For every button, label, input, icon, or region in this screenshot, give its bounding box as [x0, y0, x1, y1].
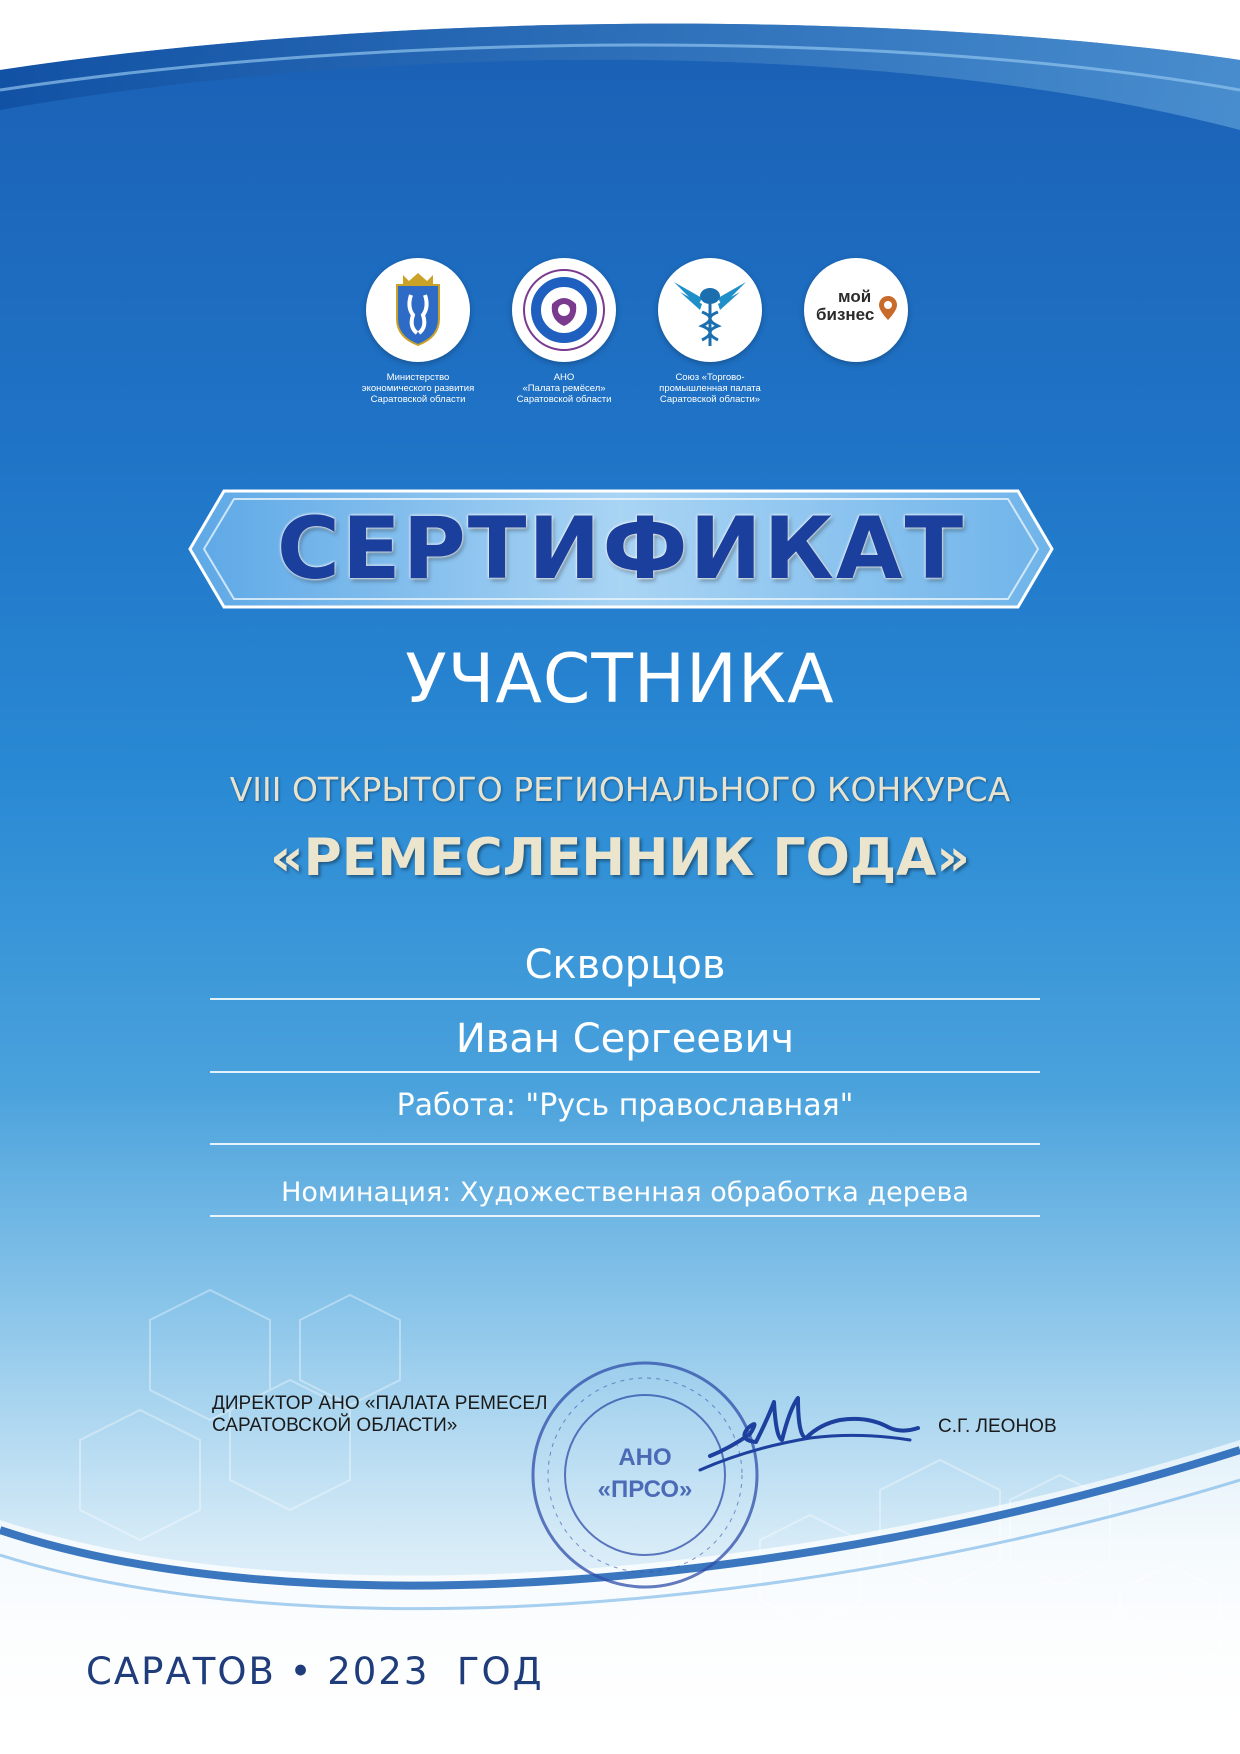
participant-given-name: Иван Сергеевич	[455, 1016, 795, 1062]
participant-work: Работа: "Русь православная"	[396, 1088, 854, 1123]
signer-name: С.Г. ЛЕОНОВ	[938, 1416, 1057, 1437]
director-title: ДИРЕКТОР АНО «ПАЛАТА РЕМЕСЕЛ САРАТОВСКОЙ ОБЛАСТИ»	[212, 1393, 548, 1436]
logo-moy-biznes	[783, 258, 929, 362]
logo-caption: АНО «Палата ремёсел» Саратовской области	[516, 372, 612, 405]
director-signature	[690, 1378, 930, 1488]
divider	[210, 1215, 1040, 1217]
logo-caption: Союз «Торгово- промышленная палата Саратовской области»	[659, 372, 761, 405]
moy-biznes-icon: мой бизнес	[816, 285, 896, 335]
svg-text:АНО: АНО	[618, 1444, 672, 1471]
logo-ministry	[345, 258, 491, 405]
logo-caption: Министерство экономического развития Саратовской области	[361, 372, 475, 405]
certificate-title: СЕРТИФИКАТ	[276, 499, 966, 599]
certificate-subtitle: УЧАСТНИКА	[405, 640, 835, 719]
footer-city-year: САРАТОВ • 2023 ГОД	[86, 1650, 544, 1693]
contest-name: «РЕМЕСЛЕННИК ГОДА»	[269, 828, 971, 888]
palata-remesel-icon	[518, 264, 610, 356]
divider	[210, 1071, 1040, 1073]
contest-line: VIII ОТКРЫТОГО РЕГИОНАЛЬНОГО КОНКУРСА	[229, 770, 1011, 809]
hermes-caduceus-icon	[668, 268, 752, 352]
logo-palata	[491, 258, 637, 405]
participant-surname: Скворцов	[524, 942, 726, 988]
title-badge	[186, 487, 1056, 611]
logo-tpp	[637, 258, 783, 405]
divider	[210, 1143, 1040, 1145]
svg-text:«ПРСО»: «ПРСО»	[597, 1476, 693, 1503]
partner-logos	[345, 258, 905, 408]
participant-nomination: Номинация: Художественная обработка дерева	[281, 1177, 969, 1208]
divider	[210, 998, 1040, 1000]
saratov-coat-of-arms-icon	[383, 271, 453, 349]
